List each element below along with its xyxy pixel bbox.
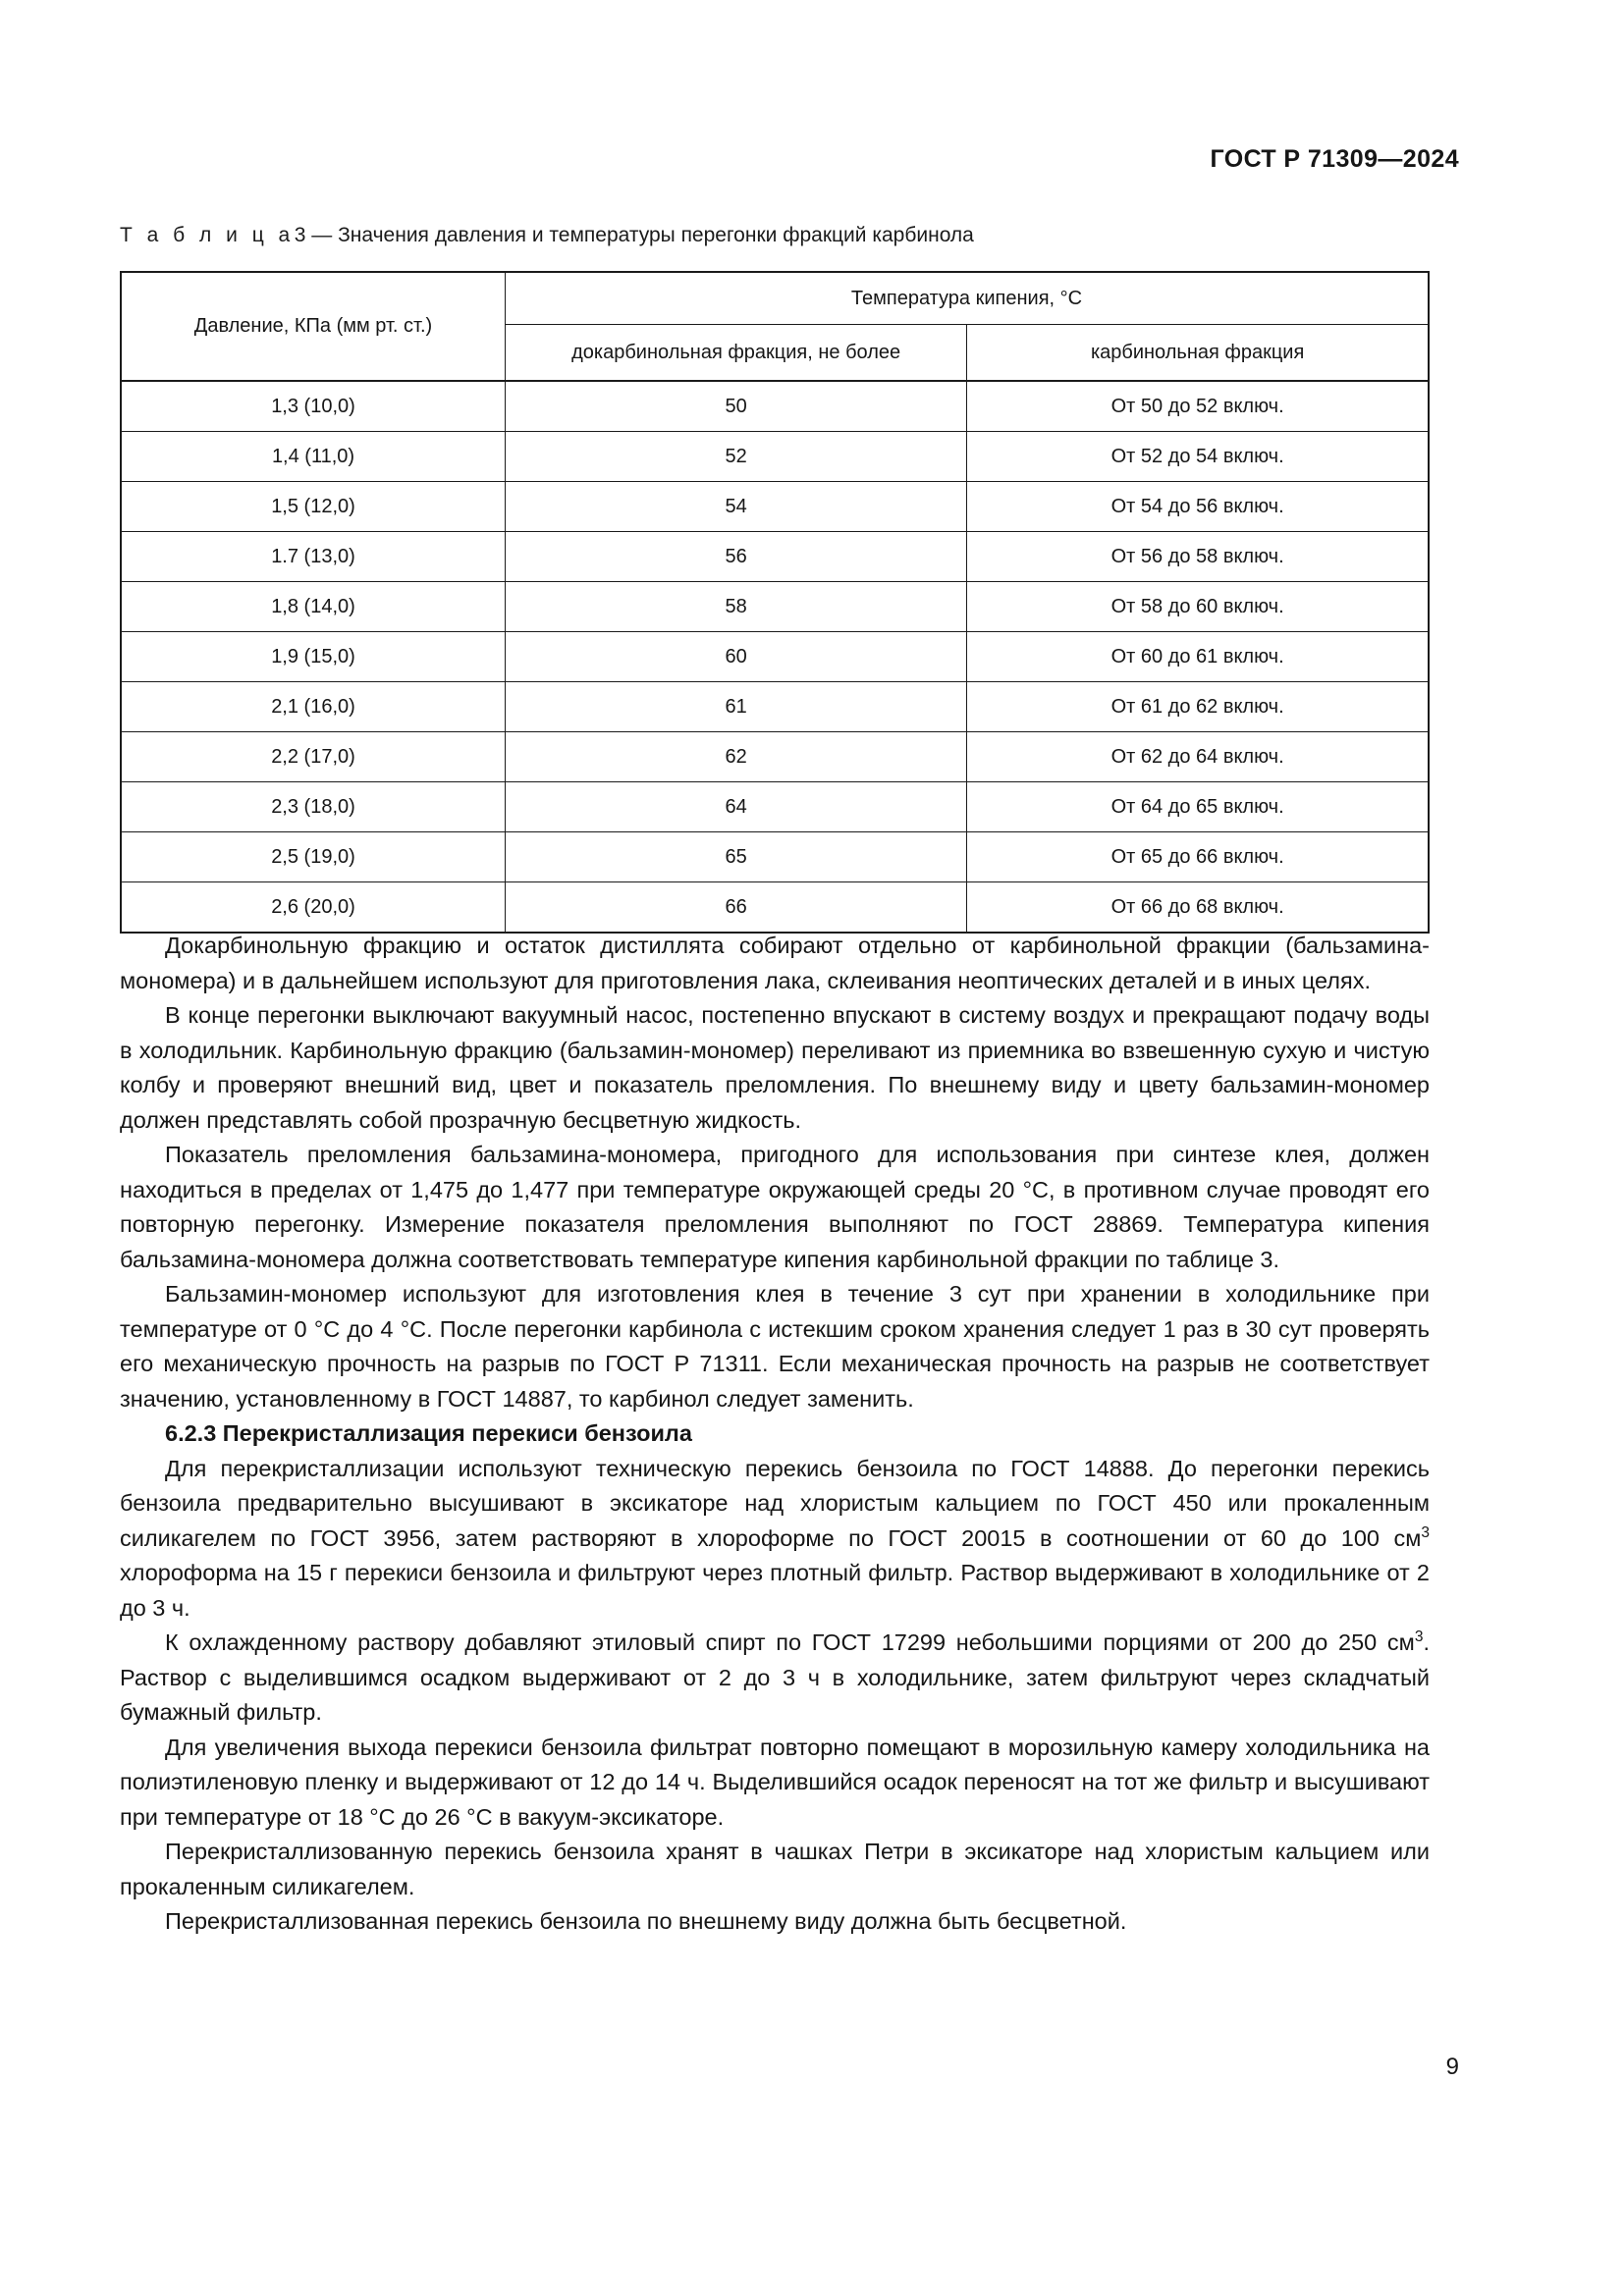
table-caption-number: 3 [294, 224, 306, 246]
table-header-row-1 [121, 272, 1429, 325]
table-row [121, 582, 1429, 632]
table-caption-text: — Значения давления и температуры перегонки фракций карбинола [311, 224, 974, 246]
cell-precarbinol: 60 [506, 632, 967, 682]
table-body [121, 381, 1429, 933]
table-row [121, 532, 1429, 582]
section-heading-6-2-3: 6.2.3 Перекристаллизация перекиси бензоила [165, 1420, 692, 1446]
cell-pressure: 1.7 (13,0) [121, 532, 506, 582]
table-row [121, 432, 1429, 482]
cell-precarbinol: 64 [506, 782, 967, 832]
table-caption [120, 224, 974, 247]
cell-precarbinol: 54 [506, 482, 967, 532]
paragraph-appearance-requirement: Перекристаллизованная перекись бензоила по внешнему виду должна быть бесцветной. [165, 1908, 1127, 1934]
table-row [121, 632, 1429, 682]
cell-pressure: 1,3 (10,0) [121, 381, 506, 432]
cell-carbinol: От 62 до 64 включ. [967, 732, 1429, 782]
cell-precarbinol: 66 [506, 882, 967, 934]
cell-pressure: 1,5 (12,0) [121, 482, 506, 532]
table-row [121, 482, 1429, 532]
table-caption-label: Т а б л и ц а [120, 224, 295, 246]
column-header-pressure: Давление, КПа (мм рт. ст.) [121, 272, 506, 381]
cell-carbinol: От 56 до 58 включ. [967, 532, 1429, 582]
recrystallization-text-part2: хлороформа на 15 г перекиси бензоила и фильтруют через плотный фильтр. Раствор выдерживают в холодильнике от 2 до 3 ч. [120, 1560, 1430, 1621]
cell-carbinol: От 58 до 60 включ. [967, 582, 1429, 632]
table-distillation-parameters [120, 271, 1430, 934]
ethanol-text-part2: . Раствор с выделившимся осадком выдерживают от 2 до 3 ч в холодильнике, затем фильтруют через складчатый бумажный фильтр. [120, 1629, 1430, 1725]
table-row [121, 381, 1429, 432]
table-row [121, 882, 1429, 934]
cell-pressure: 1,4 (11,0) [121, 432, 506, 482]
cell-carbinol: От 65 до 66 включ. [967, 832, 1429, 882]
table-row [121, 682, 1429, 732]
body-content [120, 929, 1430, 1940]
column-header-boiling-temperature: Температура кипения, °C [506, 272, 1430, 325]
cell-pressure: 1,9 (15,0) [121, 632, 506, 682]
cell-carbinol: От 64 до 65 включ. [967, 782, 1429, 832]
column-header-precarbinol-fraction: докарбинольная фракция, не более [506, 325, 967, 382]
table-row [121, 732, 1429, 782]
cell-pressure: 2,3 (18,0) [121, 782, 506, 832]
paragraph-yield-increase: Для увеличения выхода перекиси бензоила фильтрат повторно помещают в морозильную камеру холодильника на полиэтиленовую пленку и выдерживают от 12 до 14 ч. Выделившийся осадок переносят на тот же фильтр и высушивают при температуре от 18 °C до 26 °C в вакуум-эксикаторе. [120, 1734, 1430, 1830]
cell-precarbinol: 62 [506, 732, 967, 782]
cell-pressure: 2,6 (20,0) [121, 882, 506, 934]
cell-pressure: 2,1 (16,0) [121, 682, 506, 732]
page-number: 9 [1445, 2054, 1459, 2080]
cell-carbinol: От 60 до 61 включ. [967, 632, 1429, 682]
paragraph-fraction-collection: Докарбинольную фракцию и остаток дистиллята собирают отдельно от карбинольной фракции (бальзамина-мономера) и в дальнейшем используют для приготовления лака, склеивания неоптических деталей и в иных целях. [120, 933, 1430, 993]
cell-precarbinol: 52 [506, 432, 967, 482]
column-header-carbinol-fraction: карбинольная фракция [967, 325, 1429, 382]
cell-precarbinol: 58 [506, 582, 967, 632]
cell-precarbinol: 50 [506, 381, 967, 432]
paragraph-recrystallization-procedure [120, 1452, 1430, 1627]
cell-carbinol: От 52 до 54 включ. [967, 432, 1429, 482]
cubic-centimeter-exponent: 3 [1421, 1523, 1430, 1541]
paragraph-refractive-index: Показатель преломления бальзамина-мономера, пригодного для использования при синтезе клея, должен находиться в пределах от 1,475 до 1,477 при температуре окружающей среды 20 °C, в противном случае проводят его повторную перегонку. Измерение показателя преломления выполняют по ГОСТ 28869. Температура кипения бальзамина-мономера должна соответствовать температуре кипения карбинольной фракции по таблице 3. [120, 1142, 1430, 1272]
cell-carbinol: От 61 до 62 включ. [967, 682, 1429, 732]
cell-precarbinol: 61 [506, 682, 967, 732]
table-head [121, 272, 1429, 381]
cubic-centimeter-exponent: 3 [1414, 1629, 1424, 1646]
cell-carbinol: От 66 до 68 включ. [967, 882, 1429, 934]
recrystallization-text-part1: Для перекристаллизации используют техническую перекись бензоила по ГОСТ 14888. До перегонки перекись бензоила предварительно высушивают в эксикаторе над хлористым кальцием по ГОСТ 450 или прокаленным силикагелем по ГОСТ 3956, затем растворяют в хлороформе по ГОСТ 20015 в соотношении от 60 до 100 см [120, 1455, 1430, 1551]
paragraph-monomer-storage: Бальзамин-мономер используют для изготовления клея в течение 3 сут при хранении в холодильнике при температуре от 0 °C до 4 °C. После перегонки карбинола с истекшим сроком хранения следует 1 раз в 30 сут проверять его механическую прочность на разрыв по ГОСТ Р 71311. Если механическая прочность на разрыв не соответствует значению, установленному в ГОСТ 14887, то карбинол следует заменить. [120, 1281, 1430, 1412]
cell-precarbinol: 65 [506, 832, 967, 882]
paragraph-end-of-distillation: В конце перегонки выключают вакуумный насос, постепенно впускают в систему воздух и прекращают подачу воды в холодильник. Карбинольную фракцию (бальзамин-мономер) переливают из приемника во взвешенную сухую и чистую колбу и проверяют внешний вид, цвет и показатель преломления. По внешнему виду и цвету бальзамин-мономер должен представлять собой прозрачную бесцветную жидкость. [120, 1002, 1430, 1133]
cell-carbinol: От 50 до 52 включ. [967, 381, 1429, 432]
table-row [121, 782, 1429, 832]
document-standard-header: ГОСТ Р 71309—2024 [1210, 145, 1459, 173]
cell-precarbinol: 56 [506, 532, 967, 582]
cell-pressure: 1,8 (14,0) [121, 582, 506, 632]
paragraph-storage-conditions: Перекристаллизованную перекись бензоила хранят в чашках Петри в эксикаторе над хлористым кальцием или прокаленным силикагелем. [120, 1839, 1430, 1899]
ethanol-text-part1: К охлажденному раствору добавляют этиловый спирт по ГОСТ 17299 небольшими порциями от 200 до 250 см [165, 1629, 1415, 1655]
table-row [121, 832, 1429, 882]
cell-carbinol: От 54 до 56 включ. [967, 482, 1429, 532]
cell-pressure: 2,2 (17,0) [121, 732, 506, 782]
paragraph-ethanol-addition [120, 1626, 1430, 1731]
cell-pressure: 2,5 (19,0) [121, 832, 506, 882]
